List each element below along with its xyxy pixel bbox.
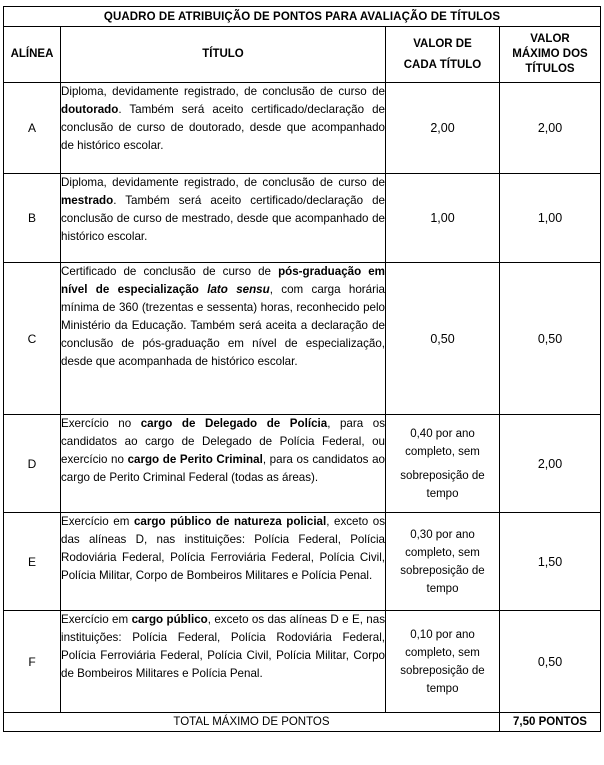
row-letter: C <box>4 263 61 415</box>
row-max-value: 2,00 <box>500 415 601 513</box>
row-value: 0,50 <box>386 263 500 415</box>
row-description-text <box>61 263 385 371</box>
table-row <box>4 611 601 713</box>
row-description <box>61 513 386 611</box>
emphasis-text: cargo público de natureza policial <box>133 515 327 528</box>
description-text: Diploma, devidamente registrado, de conclusão de curso de <box>61 176 385 189</box>
description-text: Exercício no <box>61 417 141 430</box>
row-value: 2,00 <box>386 83 500 174</box>
total-label: TOTAL MÁXIMO DE PONTOS <box>4 713 500 732</box>
row-value <box>386 513 500 611</box>
emphasis-text: cargo de Perito Criminal <box>127 453 263 466</box>
header-maximo-line2: MÁXIMO DOS <box>512 48 588 60</box>
description-text <box>199 283 207 296</box>
emphasis-text: cargo de Delegado de Polícia <box>140 417 328 430</box>
description-text: Certificado de conclusão de curso de <box>61 265 279 278</box>
row-value <box>386 415 500 513</box>
emphasis-text: pós-graduação em nível de especialização <box>61 265 385 296</box>
row-max-value: 1,50 <box>500 513 601 611</box>
description-text: Exercício em <box>61 613 132 626</box>
row-description <box>61 263 386 415</box>
row-max-value: 2,00 <box>500 83 601 174</box>
description-text: Exercício em <box>61 515 134 528</box>
table-row <box>4 83 601 174</box>
description-text: Diploma, devidamente registrado, de conclusão de curso de <box>61 85 385 98</box>
row-description <box>61 611 386 713</box>
emphasis-text: mestrado <box>61 194 114 207</box>
description-text: , exceto os das alíneas D, nas instituições: Polícia Federal, Polícia Rodoviária Federal, Polícia Ferroviária Federal, Polícia Civil, Polícia Militar, Corpo de Bombeiros Militares e Polícia Penal. <box>61 515 386 582</box>
table-row <box>4 513 601 611</box>
description-text: , exceto os das alíneas D e E, nas instituições: Polícia Federal, Polícia Rodoviária Federal, Polícia Ferroviária Federal, Polícia Civil, Polícia Militar, Corpo de Bombeiros Militares e Polícia Penal. <box>61 613 385 680</box>
emphasis-text: lato sensu <box>207 283 270 296</box>
row-max-value: 0,50 <box>500 611 601 713</box>
value-line: 0,10 por ano <box>410 628 475 641</box>
row-description-text <box>61 611 385 683</box>
value-line: tempo <box>426 487 459 500</box>
description-text: , para os candidatos ao cargo de Delegado de Polícia Federal, ou exercício no <box>61 417 385 466</box>
row-letter: D <box>4 415 61 513</box>
table-row <box>4 415 601 513</box>
table-row <box>4 263 601 415</box>
points-table <box>3 6 601 732</box>
row-description-text <box>61 513 385 585</box>
row-description-text <box>61 415 385 487</box>
header-valor <box>386 27 500 83</box>
header-valor-line1: VALOR DE <box>413 37 472 50</box>
table-header-row <box>4 27 601 83</box>
row-letter: E <box>4 513 61 611</box>
header-valor-line2: CADA TÍTULO <box>403 58 482 71</box>
emphasis-text: cargo público <box>131 613 208 626</box>
header-titulo: TÍTULO <box>61 27 386 83</box>
table-caption: QUADRO DE ATRIBUIÇÃO DE PONTOS PARA AVALIAÇÃO DE TÍTULOS <box>4 7 601 27</box>
value-line: sobreposição de <box>400 469 485 482</box>
row-description-text <box>61 83 385 155</box>
description-text: , para os candidatos ao cargo de Perito Criminal Federal (todas as áreas). <box>61 453 385 484</box>
value-line: completo, sem <box>405 646 480 659</box>
row-max-value: 0,50 <box>500 263 601 415</box>
emphasis-text: doutorado <box>61 103 119 116</box>
value-line: sobreposição de <box>400 664 485 677</box>
value-line: 0,30 por ano <box>410 528 475 541</box>
row-description <box>61 174 386 263</box>
value-line: completo, sem <box>405 546 480 559</box>
value-line: tempo <box>426 682 459 695</box>
row-description-text <box>61 174 385 246</box>
description-text: , com carga horária mínima de 360 (trezentas e sessenta) horas, reconhecido pelo Ministério da Educação. Também será aceita a declaração de conclusão de pós-graduação em nível de especialização, desde que acompanhada de histórico escolar. <box>61 283 385 368</box>
table-row <box>4 174 601 263</box>
row-letter: B <box>4 174 61 263</box>
description-text: . Também será aceito certificado/declaração de conclusão de curso de doutorado, desde que acompanhado de histórico escolar. <box>61 103 385 152</box>
value-line: 0,40 por ano <box>410 427 475 440</box>
header-maximo <box>500 27 601 83</box>
description-text: . Também será aceito certificado/declaração de conclusão de curso de mestrado, desde que acompanhado de histórico escolar. <box>61 194 385 243</box>
row-value: 1,00 <box>386 174 500 263</box>
value-line: completo, sem <box>405 445 480 458</box>
table-rows <box>4 83 601 713</box>
row-value <box>386 611 500 713</box>
row-description <box>61 83 386 174</box>
row-description <box>61 415 386 513</box>
table-caption-row <box>4 7 601 27</box>
value-line: sobreposição de <box>400 564 485 577</box>
row-max-value: 1,00 <box>500 174 601 263</box>
header-maximo-line3: TÍTULOS <box>525 63 575 75</box>
value-line: tempo <box>426 582 459 595</box>
value-line-gap <box>390 461 495 467</box>
header-maximo-line1: VALOR <box>530 33 570 45</box>
total-value: 7,50 PONTOS <box>500 713 601 732</box>
header-alinea: ALÍNEA <box>4 27 61 83</box>
total-row <box>4 713 601 732</box>
row-letter: F <box>4 611 61 713</box>
row-letter: A <box>4 83 61 174</box>
